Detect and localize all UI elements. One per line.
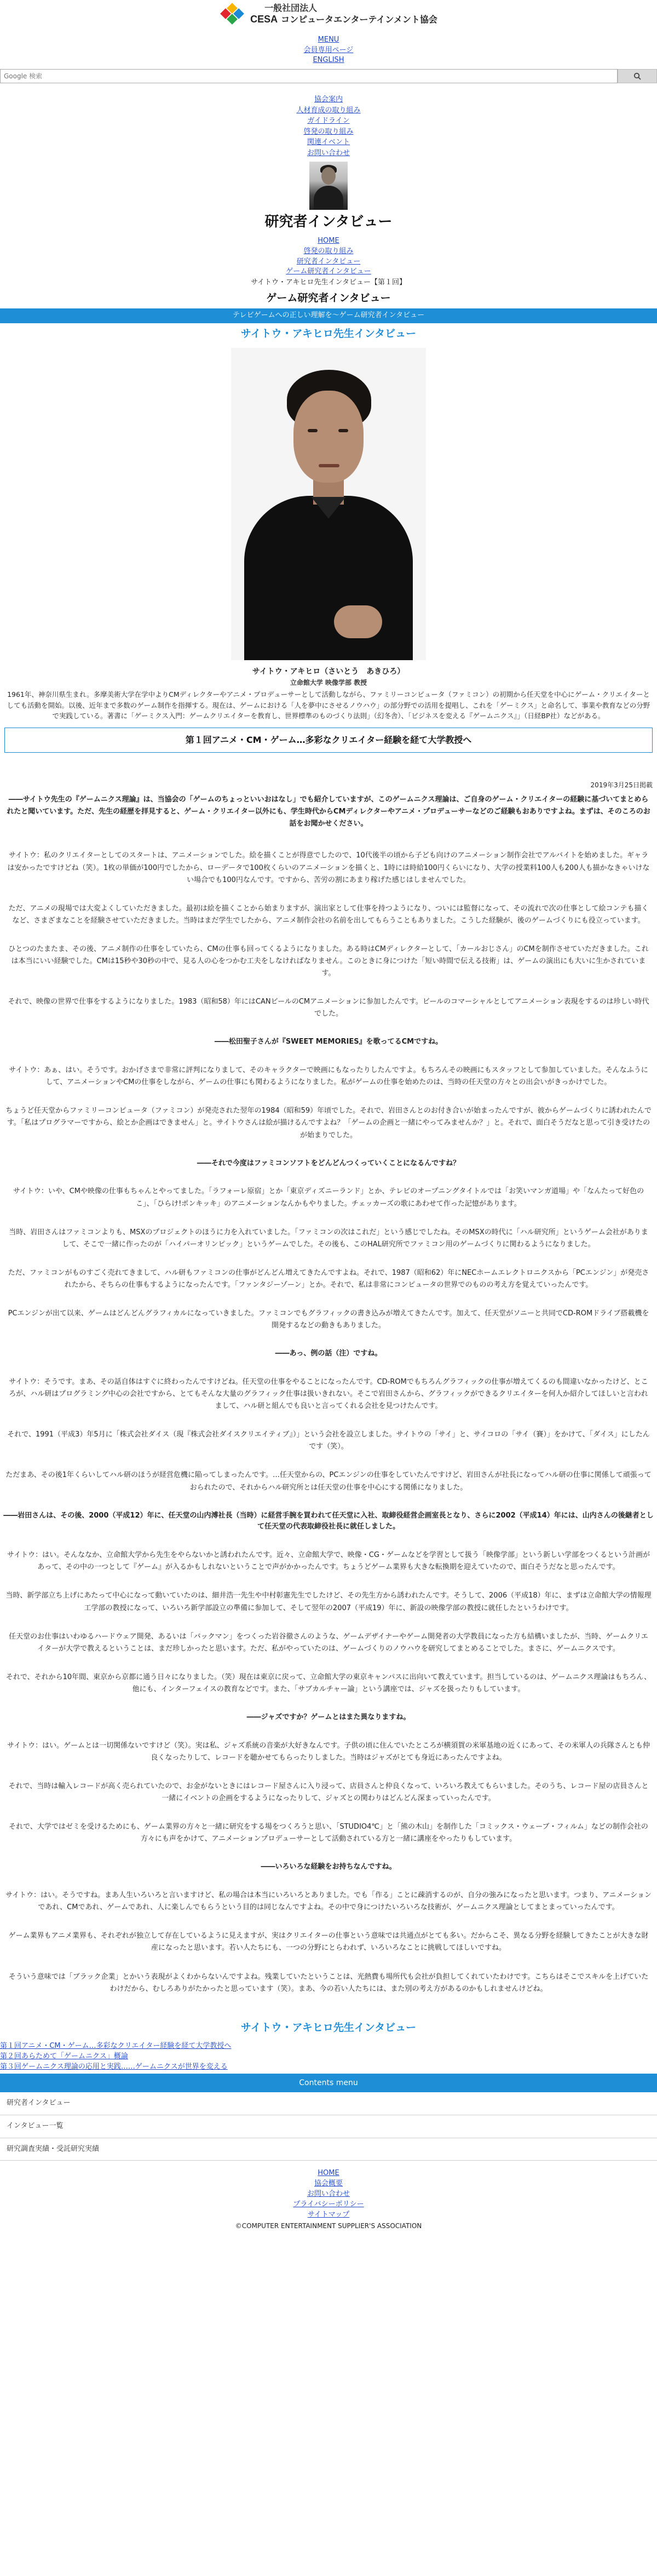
nav-contact[interactable]: お問い合わせ — [307, 148, 350, 157]
question-heading: ――岩田さんは、その後、2000（平成12）年に、任天堂の山内溥社長（当時）に経営手腕を買われて任天堂に入社、取締役経営企画室長となり、さらに2002（平成14）年には、山内さんの後継者として任天堂の代表取締役社長に就任しました。 — [3, 1511, 654, 1531]
paragraph: ゲーム業界もアニメ業界も、それぞれが独立して存在しているように見えますが、実はクリエイターの仕事という意味では共通点がとても多い。だからこそ、異なる分野を経験してきたことが大きな財産になったと思います。若い人たちにも、一つの分野にとらわれず、いろいろなことに挑戦してほしいですね。 — [8, 1932, 649, 1953]
menu-item-research[interactable]: 研究調査実績・受託研究実績 — [0, 2138, 657, 2161]
paragraph: それで、1991（平成3）年5月に「株式会社ダイス（現『株式会社ダイスクリエイティブ』）」という会社を設立しました。サイトウの「サイ」と、サイコロの「サイ（賽）」をかけて、「ダイス」にしたんです（笑）。 — [7, 1430, 650, 1451]
site-header — [0, 0, 657, 66]
paragraph: 当時、岩田さんはファミコンよりも、MSXのプロジェクトのほうに力を入れていました。「ファミコンの次はこれだ」という感じでしたね。そのMSXの時代に「ハル研究所」というゲーム会社がありまして、そこで一緒に作ったのが「ハイパーオリンピック」というゲームでした。その後も、このHAL研究所でファミコン用のゲームづくりに関わるようになりました。 — [9, 1228, 648, 1249]
breadcrumb — [0, 236, 657, 277]
paragraph: ひとつのたまたま、その後、アニメ制作の仕事をしていたら、CMの仕事も回ってくるようになりました。ある時はCMディレクターとして、「カールおじさん」のCMを制作させていただきました。これは本当にいい経験でした。CMは15秒や30秒の中で、見る人の心をつかむ工夫をしなければなりません。このときに身につけた「短い時間で伝える技術」は、ゲームの演出にも大いに生かされています。 — [8, 944, 649, 978]
footer-home[interactable]: HOME — [318, 2169, 339, 2178]
site-footer — [0, 2168, 657, 2231]
profile-role: 立命館大学 映像学部 教授 — [290, 679, 367, 687]
paragraph: ただ、アニメの現場では大変よくしていただきました。最初は絵を描くことから始まりますが、演出家として仕事を持つようになり、ついには監督になって、その流れで次の仕事として絵コンテも描くなど、さまざまなことを経験させていただきました。当時はまだ学生でしたから、アニメ制作会社の名前を出してもらうこともありました。こうした経験が、後のゲームづくりにも役立っています。 — [8, 904, 649, 925]
episode-lead: 第１回アニメ・CM・ゲーム…多彩なクリエイター経験を経て大学教授へ — [4, 728, 653, 753]
english-link[interactable]: ENGLISH — [313, 56, 344, 65]
series-links — [0, 2036, 657, 2073]
search-icon — [633, 72, 641, 80]
question-heading: ――あっ、例の話（注）ですね。 — [275, 1349, 382, 1358]
question-heading: ――松田聖子さんが『SWEET MEMORIES』を歌ってるCMですね。 — [214, 1038, 443, 1046]
paragraph: PCエンジンが出て以来、ゲームはどんどんグラフィカルになっていきました。ファミコンでもグラフィックの書き込みが増えてきたんです。加えて、任天堂がソニーと共同でCD-ROMドライブ搭載機を開発するなどの動きもありました。 — [8, 1309, 649, 1330]
nav-events[interactable]: 関連イベント — [307, 138, 350, 147]
contents-menu-header: Contents menu — [0, 2074, 657, 2092]
footer-privacy[interactable]: プライバシーポリシー — [293, 2200, 364, 2208]
page-title: 研究者インタビュー — [264, 214, 393, 231]
footer-sitemap[interactable]: サイトマップ — [307, 2210, 350, 2219]
interview-title: サイトウ・アキヒロ先生インタビュー — [240, 328, 417, 340]
header-portrait-image — [309, 162, 348, 210]
search-button[interactable] — [618, 69, 657, 83]
member-page-link[interactable]: 会員専用ページ — [303, 45, 354, 54]
article-intro: ――サイトウ先生の『ゲームニクス理論』は、当協会の「ゲームのちょっといいおはなし」でも紹介していますが、このゲームニクス理論は、ご自身のゲーム・クリエイターの経験に基づいてまとめられたと聞いています。ただ、先生の経歴を拝見すると、ゲーム・クリエイター以外にも、学生時代からCMディレクターやアニメ・プロデューサーなどのご経験もおありですよね。まずは、そのころのお話をお聞かせください。 — [7, 795, 650, 828]
breadcrumb-current: サイトウ・アキヒロ先生インタビュー【第１回】 — [250, 278, 407, 287]
question-heading: ――ジャズですか？ゲームとはまた異なりますね。 — [246, 1713, 411, 1721]
breadcrumb-home[interactable]: HOME — [318, 236, 339, 245]
nav-guidelines[interactable]: ガイドライン — [307, 117, 350, 125]
paragraph: サイトウ：いや、CMや映像の仕事もちゃんとやってました。「ラフォーレ原宿」とか「東京ディズニーランド」とか、テレビのオープニングタイトルでは「お笑いマンガ道場」や「なんたって好色のこ」、「ひらけ!ポンキッキ」のアニメーションなんかもやりました。チェッカーズの歌にあわせて作った記憶があります。 — [13, 1187, 644, 1208]
paragraph: サイトウ：はい。そうですね。まあ人生いろいろと言いますけど、私の場合は本当にいろいろとありました。でも「作る」ことに疎消するのが、自分の強みになったと思います。つまり、アニメーションであれ、CMであれ、ゲームであれ、人に楽しんでもらうという目的は同じなんですよね。その中で身につけたいろいろな技術が、ゲームニクス理論としてまとまっていったんです。 — [5, 1891, 652, 1912]
breadcrumb-game-interviews[interactable]: ゲーム研究者インタビュー — [286, 267, 371, 276]
cesa-logo[interactable] — [220, 2, 437, 26]
series-title: サイトウ・アキヒロ先生インタビュー — [240, 2021, 417, 2034]
menu-item-interview-list[interactable]: インタビュー一覧 — [0, 2115, 657, 2138]
search-input[interactable] — [0, 69, 618, 83]
paragraph: サイトウ：あぁ、はい。そうです。おかげさまで非常に評判になりまして、そのキャラクターで映画にもなったりしたんですよ。もちろんその映画にもスタッフとして参加していました。そんなふうにして、アニメーションやCMの仕事をしながら、ゲームの仕事にも関わるようになりました。私がゲームの仕事を始めたのは、当時の任天堂の方々との出会いがきっかけでした。 — [9, 1066, 648, 1087]
series-link-1[interactable]: 第１回アニメ・CM・ゲーム…多彩なクリエイター経験を経て大学教授へ — [0, 2042, 232, 2051]
paragraph: ちょうど任天堂からファミリーコンピュータ（ファミコン）が発売された翌年の1984（昭和59）年頃でした。それで、岩田さんとのお付き合いが始まったんですが、彼からゲームづくりに誘われたんです。「私はプログラマーですから、絵とか企画はできません」と。サイトウさんは絵が描けるんですよね？「ゲームの企画と一緒にやってみませんか？」と。それで、面白そうだなと思って引き受けたのが始まりでした。 — [5, 1107, 652, 1140]
profile-name: サイトウ・アキヒロ（さいとう あきひろ） — [252, 667, 405, 676]
paragraph: それで、それから10年間、東京から京都に通う日々になりました。（笑）現在は東京に戻って、立命館大学の東京キャンパスに出向いて教えています。担当しているのは、ゲームニクス理論はもちろん、他にも、インターフェイスの教育などです。また、「サブカルチャー論」という講座では、ジャズを扱ったりもしています。 — [5, 1673, 652, 1693]
question-heading: ――それで今度はファミコンソフトをどんどんつくっていくことになるんですね？ — [197, 1159, 460, 1167]
main-nav — [0, 94, 657, 158]
paragraph: サイトウ：私のクリエイターとしてのスタートは、アニメーションでした。絵を描くことが得意でしたので、10代後半の頃から子ども向けのアニメーション制作会社でアルバイトを始めました。ギャラは安かったですけどね（笑）。1枚の単価が100円でしたから、ローデータで100枚くらいのアニメーションを描くと、1時には時給100円くらいになり、大学の授業料100人も200人も描かなきゃいけない場合でも100円なんです。ですから、苦労の割にあまり稼げた感じはしませんでした。 — [7, 851, 650, 884]
paragraph: サイトウ：はい。そんななか、立命館大学から先生をやらないかと誘われたんです。近々、立命館大学で、映像・CG・ゲームなどを学習として扱う「映像学部」という新しい学部をつくるという計画があって、その中の一つとして『ゲーム』が入るかもしれないということで声がかかったんです。ちょうどゲーム業界も大きな転換期を迎えていたので、面白そうだなと思ったんです。 — [7, 1551, 650, 1572]
paragraph: それで、大学ではゼミを受けるためにも、ゲーム業界の方々と一緒に研究をする場をつくろうと思い、「STUDIO4℃」と「熊の木山」を制作した「コミックス・ウェーブ・フィルム」などの制作会社の方々にも声をかけて、アニメーションプロデューサーとして活動されている方と一緒に講座をやったりもしています。 — [9, 1823, 648, 1844]
paragraph: それで、映像の世界で仕事をするようになりました。1983（昭和58）年にはCANビールのCMアニメーションに参加したんです。ビールのコマーシャルとしてアニメーション表現をするのは珍しい時代でした。 — [8, 998, 649, 1018]
copyright: ©COMPUTER ENTERTAINMENT SUPPLIER'S ASSOCIATION — [235, 2222, 422, 2230]
paragraph: 任天堂のお仕事はいわゆるハードウェア開発、あるいは「バックマン」をつくった岩谷徹さんのような、ゲームデザイナーやゲーム開発者の大学教員になった方も結構いましたが、当時、ゲームクリエイターが大学で教えるということは、まだ珍しかったと思います。ただ、私がやっていたのは、ゲームづくりのノウハウを研究してまとめることでした。まさに、ゲームニクスです。 — [9, 1632, 648, 1653]
question-heading: ――いろいろな経験をお持ちなんですね。 — [261, 1863, 396, 1871]
paragraph: ただ、ファミコンがものすごく売れてきまして、ハル研もファミコンの仕事がどんどん増えてきたんですよね。それで、1987（昭和62）年にNECホームエレクトロニクスから「PCエンジン」が発売されたから、そちらの仕事もするようになったんです。「ファンタジーゾーン」とか。それで、私は非常にコンピュータの世界でのものの考え方を覚えていったんです。 — [8, 1268, 649, 1289]
series-link-2[interactable]: 第２回あらためて「ゲームニクス」概論 — [0, 2052, 128, 2060]
footer-about[interactable]: 協会概要 — [314, 2179, 343, 2188]
paragraph: 当時、新学部立ち上げにあたって中心になって動いていたのは、細井浩一先生や中村彰憲先生でしたけど、その先生方から誘われたんです。そうして、2006（平成18）年に、まずは立命館大学の情報理工学部の教授になって、いろいろ新学部設立の準備に参加して、そして翌年の2007（平成19）年に、新設の映像学部の教授に就任したというわけです。 — [5, 1592, 652, 1612]
header-links — [0, 35, 657, 66]
breadcrumb-interviews[interactable]: 研究者インタビュー — [296, 257, 361, 266]
nav-hr[interactable]: 人材育成の取り組み — [296, 106, 361, 115]
paragraph: ただまあ、その後1年くらいしてハル研のほうが経営危機に陥ってしまったんです。…任天堂からの、PCエンジンの仕事をしていたんですけど、岩田さんが社長になってハル研の仕事に関係して頑張っておられたので、それからハル研究所とは任天堂の仕事を中心にする関係になりました。 — [5, 1471, 652, 1492]
contents-menu — [0, 2092, 657, 2161]
cesa-logo-icon — [220, 2, 246, 26]
profile-bio: 1961年、神奈川県生まれ。多摩美術大学在学中よりCMディレクターやアニメ・プロデューサーとして活動しながら、ファミリーコンピュータ（ファミコン）の初期から任天堂を中心にゲーム・クリエイターとしても活動を開始。以後、近年まで多数のゲーム制作を指揮する。現在は、ゲームにおける「人を夢中にさせるノウハウ」の部分野での活用を提唱し、これを「ゲーミクス」と命名して、事業や教育などの分野で実践している。著書に「ゲーミクス入門：ゲームクリエイターを教育し、世界標準のものづくり法則」（幻冬舎）、「ビジネスを変える『ゲームニクス』」（日経BP社）などがある。 — [7, 690, 650, 720]
publish-date: 2019年3月25日掲載 — [590, 781, 653, 789]
series-link-3[interactable]: 第３回ゲームニクス理論の応用と実践……ゲームニクスが世界を変える — [0, 2062, 228, 2071]
nav-about[interactable]: 協会案内 — [314, 95, 343, 104]
search-bar — [0, 69, 657, 83]
paragraph: サイトウ：そうです。まあ、その話自体はすぐに終わったんですけどね。任天堂の仕事をやることになったんです。CD-ROMでもちろんグラフィックの仕事が増えてくるのも間違いなかったけど、ところが、ハル研はプログラミング中心の会社ですから、とてもそんな大量のグラフィック仕事は扱いきれない。そこで岩田さんから、グラフィックができるクリエイターを何人か紹介してほしいと言われまして、ハル研と組んでも良いと言ってくれる会社を見つけたんです。 — [9, 1377, 648, 1411]
section-banner: テレビゲームへの正しい理解を～ゲーム研究者インタビュー — [0, 308, 657, 323]
org-brand: CESA — [250, 13, 278, 25]
footer-contact[interactable]: お問い合わせ — [307, 2190, 350, 2199]
menu-link[interactable]: MENU — [318, 35, 339, 44]
breadcrumb-awareness[interactable]: 啓発の取り組み — [303, 247, 354, 255]
paragraph: それで、当時は輸入レコードが高く売られていたので、お金がないときにはレコード屋さんに入り浸って、店員さんと仲良くなって、いろいろ教えてもらいました。そのうち、レコード屋の店員さんと一緒にイベントの企画をするようになったりして、ジャズとの関わりはどんどん深まっていったんです。 — [8, 1782, 649, 1803]
section-heading: ゲーム研究者インタビュー — [266, 292, 391, 305]
paragraph: サイトウ：はい。ゲームとは一切関係ないですけど（笑）。実は私、ジャズ系統の音楽が大好きなんです。子供の頃に住んでいたところが横須賀の米軍基地の近くにあって、その米軍人の兵隊さんとも仲良くなったりして、レコードを聴かせてもらったりしました。当時はジャズがとても身近にあったんですよね。 — [7, 1741, 650, 1762]
org-line1: 一般社団法人 — [264, 3, 318, 14]
menu-item-interviews[interactable]: 研究者インタビュー — [0, 2092, 657, 2115]
interviewee-photo — [231, 348, 426, 660]
paragraph: そういう意味では「ブラック企業」とかいう表現がよくわからないんですよね。残業していたということは、光熱費も場所代も会社が負担してくれていたわけです。こちらはそこでスキルを上げていたわけだから、むしろありがたかったと思っています（笑）。まあ、今の若い人たちには、また別の考え方があるのかもしれませんけどね。 — [8, 1972, 649, 1993]
nav-awareness[interactable]: 啓発の取り組み — [303, 127, 354, 136]
org-name: コンピュータエンターテインメント協会 — [281, 14, 437, 25]
